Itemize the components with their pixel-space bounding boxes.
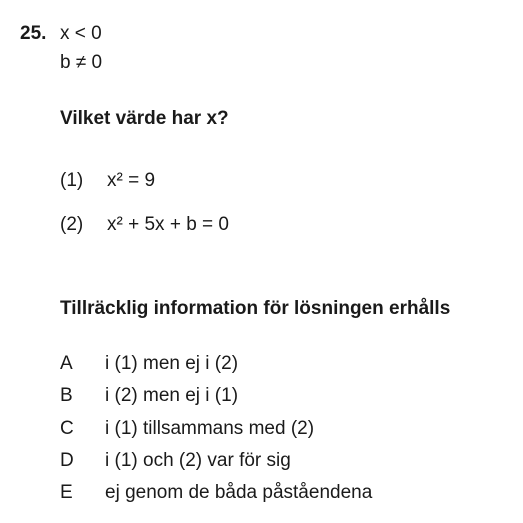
option-c-text: i (1) tillsammans med (2)	[105, 418, 315, 439]
option-d-letter: D	[60, 450, 74, 471]
statement-2-equation: x² + 5x + b = 0	[107, 214, 229, 235]
statement-1-equation: x² = 9	[107, 170, 156, 191]
option-e-text: ej genom de båda påståendena	[105, 482, 373, 503]
statement-1-label: (1)	[60, 170, 84, 191]
statement-2-label: (2)	[60, 214, 84, 235]
option-b-text: i (2) men ej i (1)	[105, 385, 239, 406]
condition-x: x < 0	[60, 23, 102, 44]
option-b-letter: B	[60, 385, 73, 406]
question-number: 25.	[20, 23, 47, 44]
option-c-letter: C	[60, 418, 74, 439]
option-d-text: i (1) och (2) var för sig	[105, 450, 291, 471]
question-text: Vilket värde har x?	[60, 108, 229, 129]
option-a-text: i (1) men ej i (2)	[105, 353, 239, 374]
condition-b: b ≠ 0	[60, 52, 103, 73]
option-e-letter: E	[60, 482, 73, 503]
sufficiency-heading: Tillräcklig information för lösningen erhålls	[60, 298, 451, 319]
option-a-letter: A	[60, 353, 73, 374]
